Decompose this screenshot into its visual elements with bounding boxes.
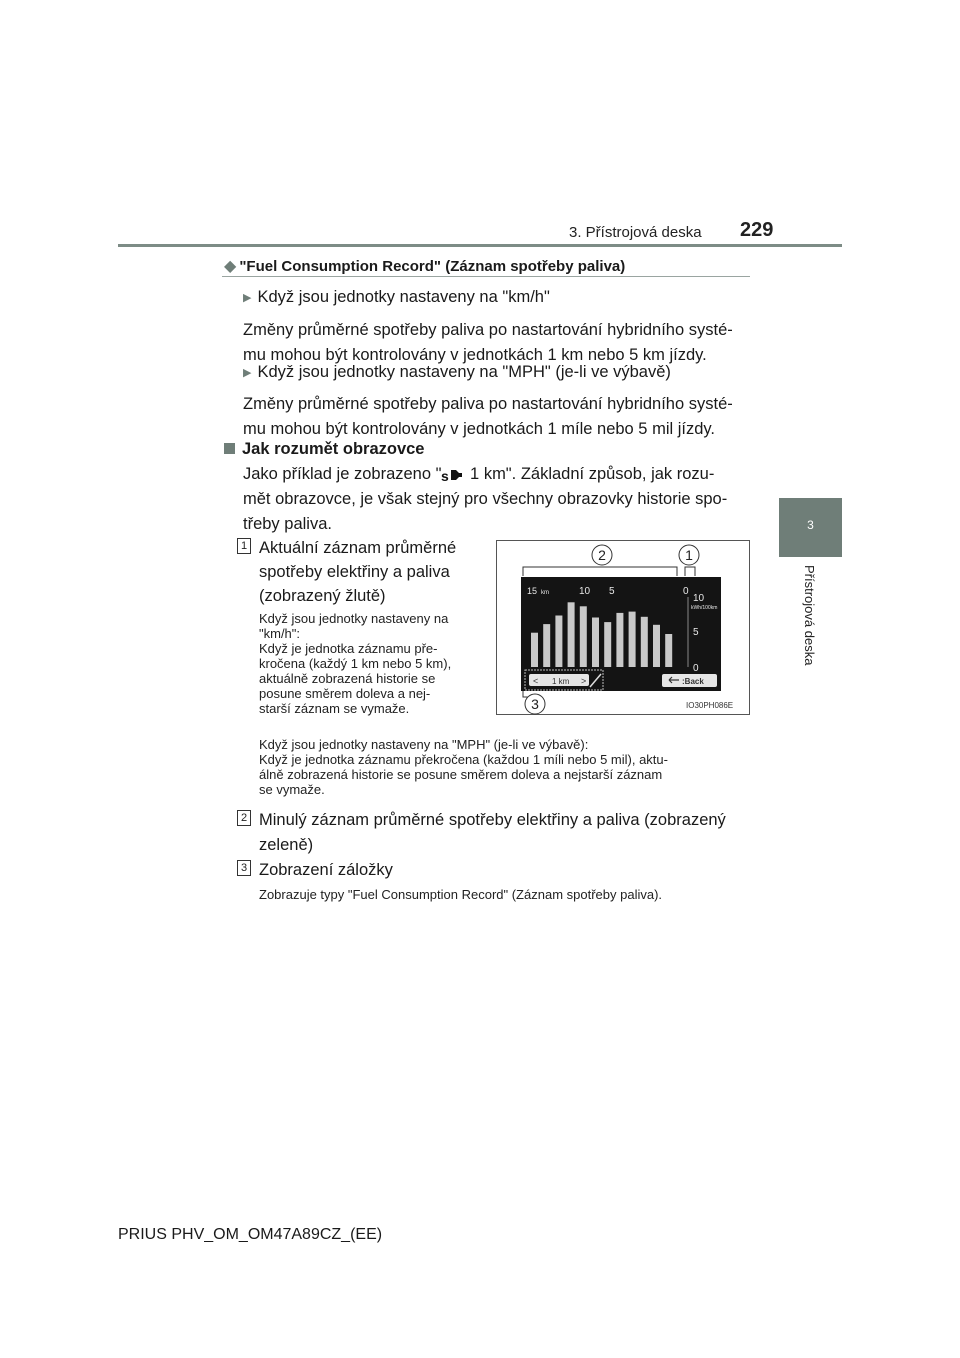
item-2-line1: Minulý záznam průměrné spotřeby elektřiny a paliva (zobrazený: [259, 811, 726, 829]
mph-paragraph-line2: mu mohou být kontrolovány v jednotkách 1 míle nebo 5 mil jízdy.: [243, 420, 716, 438]
intro-text-a: Jako příklad je zobrazeno ": [243, 465, 442, 483]
item-1-note-km-2: "km/h":: [259, 626, 301, 641]
bracket-current-record: [685, 567, 695, 576]
x-tick-label: 0: [683, 586, 689, 597]
chapter-tab-number: 3: [807, 518, 814, 532]
callout-2-label: 2: [598, 547, 606, 563]
item-1-note-km-1: Když jsou jednotky nastaveny na: [259, 611, 449, 626]
x-tick-label: km: [541, 590, 549, 596]
km-paragraph-line1: Změny průměrné spotřeby paliva po nastartování hybridního systé-: [243, 321, 733, 339]
x-tick-label: 10: [579, 586, 591, 597]
mph-heading-text: Když jsou jednotky nastaveny na "MPH" (je-li ve výbavě): [257, 363, 671, 381]
page-number: 229: [740, 219, 774, 241]
plug-fuel-icon: [441, 466, 465, 484]
section-divider: [222, 276, 750, 277]
mph-heading: [243, 360, 671, 387]
item-2-line2: zeleně): [259, 836, 314, 854]
item-3-note: Zobrazuje typy "Fuel Consumption Record" (Záznam spotřeby paliva).: [259, 887, 663, 902]
history-bar: [592, 618, 599, 668]
header-section-title: 3. Přístrojová deska: [569, 224, 702, 241]
callout-1-label: 1: [685, 547, 693, 563]
diamond-bullet-icon: ◆: [224, 258, 237, 275]
triangle-bullet-icon: ▶: [243, 292, 252, 304]
history-bar: [641, 617, 648, 667]
history-bar: [543, 624, 550, 667]
fuel-record-figure: [496, 540, 750, 715]
square-bullet-icon: [224, 443, 235, 454]
triangle-bullet-icon: ▶: [243, 367, 252, 379]
chapter-tab-label: Přístrojová deska: [802, 565, 817, 666]
history-bar: [568, 602, 575, 667]
document-footer: PRIUS PHV_OM_OM47A89CZ_(EE): [118, 1226, 383, 1243]
subsection-title: [224, 437, 424, 462]
item-1-note-km-3: Když je jednotka záznamu pře-: [259, 641, 438, 656]
svg-text:s: s: [441, 467, 450, 484]
item-1-note-km-4: kročena (každý 1 km nebo 5 km),: [259, 656, 452, 671]
x-tick-label: 5: [609, 586, 615, 597]
y-tick-label: 0: [693, 663, 699, 674]
item-1-badge: 1: [237, 538, 251, 554]
history-bar: [653, 625, 660, 667]
header-divider: [118, 244, 842, 247]
item-3-badge: 3: [237, 860, 251, 876]
bracket-past-records: [523, 567, 677, 576]
item-1-line1: Aktuální záznam průměrné: [259, 539, 457, 557]
item-1-line2: spotřeby elektřiny a paliva: [259, 563, 450, 581]
item-1-note-km-7: starší záznam se vymaže.: [259, 701, 410, 716]
section-title-text: "Fuel Consumption Record" (Záznam spotřeby paliva): [239, 258, 626, 275]
history-bar: [665, 634, 672, 667]
figure-code: IO30PH086E: [686, 701, 734, 710]
item-1-note-km-5: aktuálně zobrazená historie se: [259, 671, 436, 686]
y-unit-label: kWh/100km: [691, 605, 718, 611]
fuel-record-illustration: [497, 541, 751, 716]
history-bar: [531, 633, 538, 667]
y-tick-label: 10: [693, 593, 705, 604]
x-tick-label: 15: [527, 586, 538, 596]
item-1-note-mph-3: álně zobrazená historie se posune směrem doleva a nejstarší záznam: [259, 767, 663, 782]
intro-text-b: 1 km". Základní způsob, jak rozu-: [465, 465, 715, 483]
history-bar: [555, 616, 562, 668]
item-1-note-mph-2: Když je jednotka záznamu překročena (každou 1 míli nebo 5 mil), aktu-: [259, 752, 668, 767]
item-1-note-mph-4: se vymaže.: [259, 782, 325, 797]
item-2-badge: 2: [237, 810, 251, 826]
history-bar: [580, 606, 587, 667]
history-bar: [616, 613, 623, 667]
callout-3-label: 3: [531, 696, 539, 712]
item-1-note-mph-1: Když jsou jednotky nastaveny na "MPH" (je-li ve výbavě):: [259, 737, 589, 752]
unit-tab-label: 1 km: [552, 677, 570, 686]
history-bar: [629, 612, 636, 667]
item-1-note-km-6: posune směrem doleva a nej-: [259, 686, 431, 701]
km-heading-text: Když jsou jednotky nastaveny na "km/h": [257, 288, 550, 306]
item-1-line3: (zobrazený žlutě): [259, 587, 386, 605]
km-heading: [243, 285, 550, 312]
intro-line2: mět obrazovce, je však stejný pro všechny obrazovky historie spo-: [243, 490, 728, 508]
km-paragraph-line2: mu mohou být kontrolovány v jednotkách 1 km nebo 5 km jízdy.: [243, 346, 707, 364]
item-3-line1: Zobrazení záložky: [259, 861, 393, 879]
tab-right-arrow-icon: >: [581, 676, 587, 686]
section-title: [224, 256, 625, 276]
subsection-title-text: Jak rozumět obrazovce: [242, 440, 425, 458]
back-button-label: :Back: [682, 677, 704, 686]
y-tick-label: 5: [693, 627, 699, 638]
tab-left-arrow-icon: <: [533, 676, 539, 686]
intro-line3: třeby paliva.: [243, 515, 332, 533]
intro-line1: [243, 462, 714, 487]
history-bar: [604, 622, 611, 667]
mph-paragraph-line1: Změny průměrné spotřeby paliva po nastartování hybridního systé-: [243, 395, 733, 413]
